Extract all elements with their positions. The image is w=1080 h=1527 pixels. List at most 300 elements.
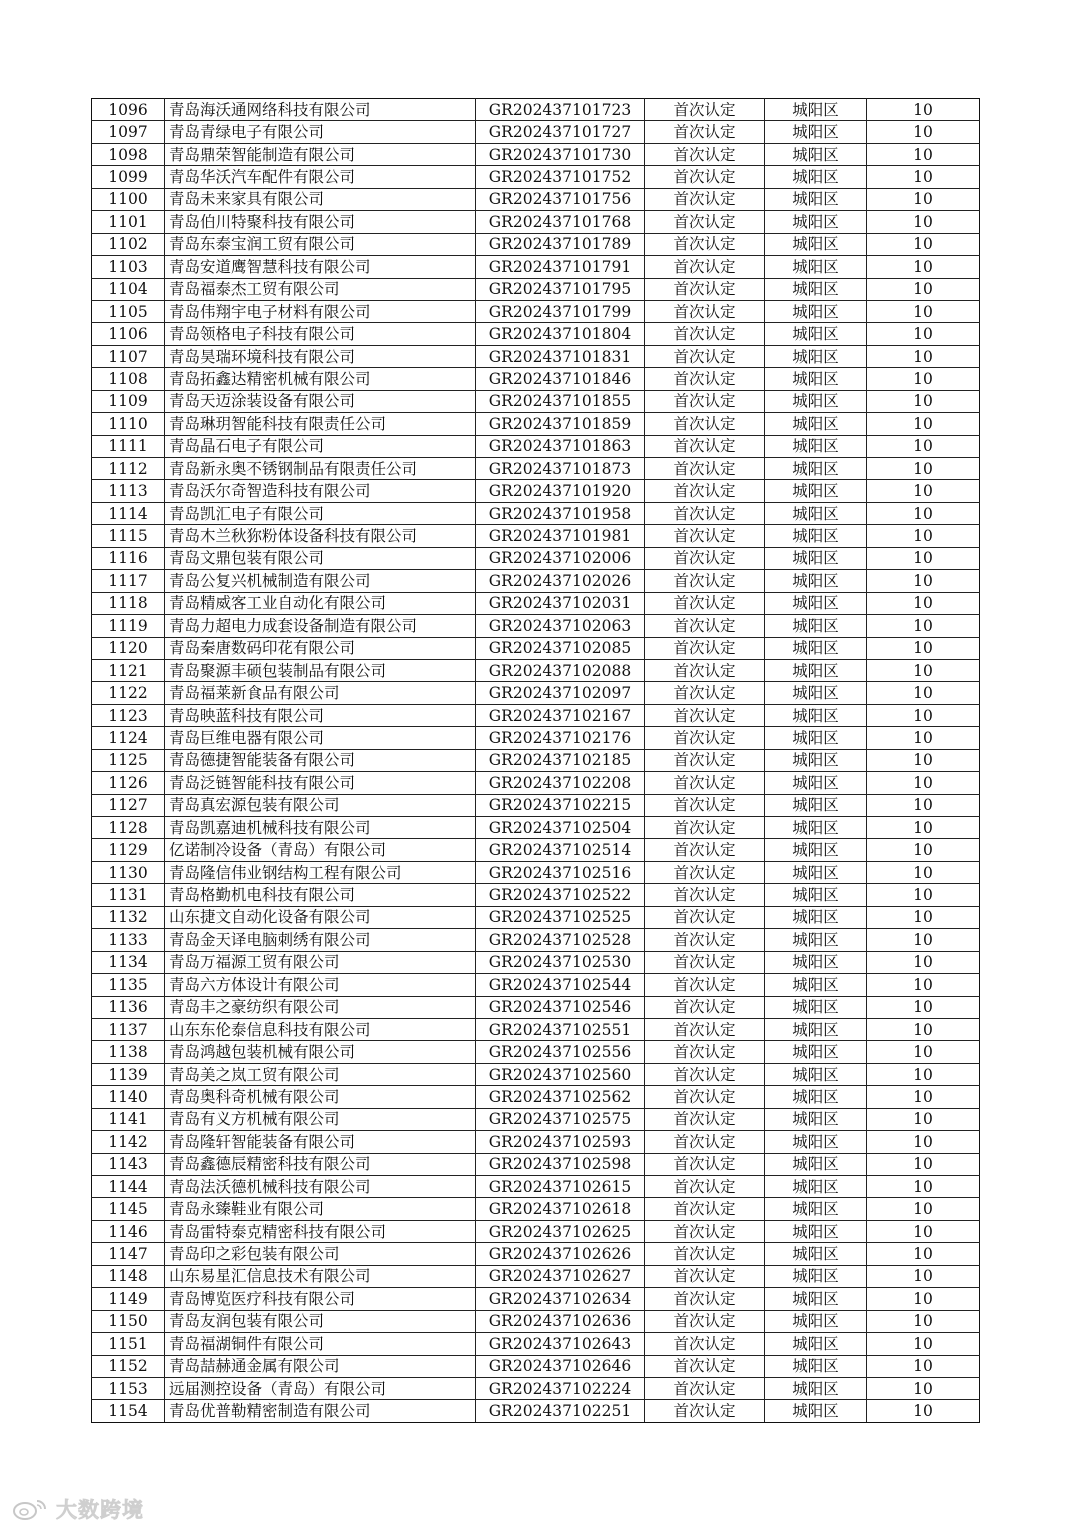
company-name: 青岛博览医疗科技有限公司 (165, 1288, 476, 1310)
company-name: 青岛六方体设计有限公司 (165, 974, 476, 996)
district: 城阳区 (765, 368, 867, 390)
company-name: 青岛福莱新食品有限公司 (165, 682, 476, 704)
district: 城阳区 (765, 1176, 867, 1198)
certification-type: 首次认定 (645, 1063, 765, 1085)
row-number: 1102 (92, 233, 165, 255)
company-name: 山东易星汇信息技术有限公司 (165, 1265, 476, 1287)
company-name: 青岛东泰宝润工贸有限公司 (165, 233, 476, 255)
watermark (10, 1495, 144, 1523)
score: 10 (867, 435, 980, 457)
company-name: 青岛友润包装有限公司 (165, 1310, 476, 1332)
row-number: 1117 (92, 570, 165, 592)
score: 10 (867, 525, 980, 547)
score: 10 (867, 1041, 980, 1063)
certification-type: 首次认定 (645, 839, 765, 861)
certificate-code: GR202437101920 (476, 480, 645, 502)
district: 城阳区 (765, 996, 867, 1018)
district: 城阳区 (765, 637, 867, 659)
table-row (92, 188, 980, 210)
certificate-code: GR202437102208 (476, 772, 645, 794)
company-name: 青岛法沃德机械科技有限公司 (165, 1176, 476, 1198)
certification-type: 首次认定 (645, 1018, 765, 1040)
company-name: 青岛天迈涂装设备有限公司 (165, 390, 476, 412)
table-row (92, 390, 980, 412)
certificate-code: GR202437102026 (476, 570, 645, 592)
table-row (92, 682, 980, 704)
score: 10 (867, 1063, 980, 1085)
row-number: 1149 (92, 1288, 165, 1310)
score: 10 (867, 323, 980, 345)
certificate-code: GR202437102167 (476, 704, 645, 726)
company-name: 青岛鼎荣智能制造有限公司 (165, 143, 476, 165)
company-name: 青岛福泰杰工贸有限公司 (165, 278, 476, 300)
table-row (92, 1086, 980, 1108)
company-name: 青岛晶石电子有限公司 (165, 435, 476, 457)
row-number: 1148 (92, 1265, 165, 1287)
table-row (92, 1355, 980, 1377)
company-name: 青岛新永奥不锈钢制品有限责任公司 (165, 458, 476, 480)
district: 城阳区 (765, 1377, 867, 1399)
row-number: 1119 (92, 615, 165, 637)
score: 10 (867, 278, 980, 300)
score: 10 (867, 143, 980, 165)
certification-type: 首次认定 (645, 166, 765, 188)
certificate-code: GR202437102562 (476, 1086, 645, 1108)
company-name: 青岛德捷智能装备有限公司 (165, 749, 476, 771)
certificate-code: GR202437102530 (476, 951, 645, 973)
score: 10 (867, 570, 980, 592)
row-number: 1146 (92, 1220, 165, 1242)
table-row (92, 817, 980, 839)
certification-type: 首次认定 (645, 1333, 765, 1355)
company-name: 青岛鑫德辰精密科技有限公司 (165, 1153, 476, 1175)
district: 城阳区 (765, 772, 867, 794)
table-row (92, 794, 980, 816)
table-row (92, 659, 980, 681)
table-row (92, 413, 980, 435)
certificate-code: GR202437102551 (476, 1018, 645, 1040)
score: 10 (867, 233, 980, 255)
score: 10 (867, 1288, 980, 1310)
row-number: 1113 (92, 480, 165, 502)
district: 城阳区 (765, 1063, 867, 1085)
row-number: 1126 (92, 772, 165, 794)
certificate-code: GR202437101981 (476, 525, 645, 547)
district: 城阳区 (765, 458, 867, 480)
row-number: 1139 (92, 1063, 165, 1085)
company-name: 青岛印之彩包装有限公司 (165, 1243, 476, 1265)
certification-type: 首次认定 (645, 1176, 765, 1198)
certificate-code: GR202437101723 (476, 99, 645, 121)
company-name: 青岛琳玥智能科技有限责任公司 (165, 413, 476, 435)
score: 10 (867, 211, 980, 233)
row-number: 1138 (92, 1041, 165, 1063)
company-name: 青岛真宏源包装有限公司 (165, 794, 476, 816)
district: 城阳区 (765, 1086, 867, 1108)
row-number: 1112 (92, 458, 165, 480)
certificate-code: GR202437102626 (476, 1243, 645, 1265)
score: 10 (867, 121, 980, 143)
table-row (92, 1333, 980, 1355)
district: 城阳区 (765, 143, 867, 165)
certificate-code: GR202437102598 (476, 1153, 645, 1175)
table-row (92, 839, 980, 861)
table-body (92, 99, 980, 1423)
certification-type: 首次认定 (645, 637, 765, 659)
score: 10 (867, 1243, 980, 1265)
certification-type: 首次认定 (645, 1108, 765, 1130)
row-number: 1122 (92, 682, 165, 704)
certificate-code: GR202437101804 (476, 323, 645, 345)
district: 城阳区 (765, 390, 867, 412)
certificate-code: GR202437101855 (476, 390, 645, 412)
certification-type: 首次认定 (645, 772, 765, 794)
company-name: 青岛力超电力成套设备制造有限公司 (165, 615, 476, 637)
certificate-code: GR202437102646 (476, 1355, 645, 1377)
row-number: 1150 (92, 1310, 165, 1332)
certification-type: 首次认定 (645, 1377, 765, 1399)
score: 10 (867, 974, 980, 996)
company-name: 山东东伦泰信息科技有限公司 (165, 1018, 476, 1040)
certificate-code: GR202437102088 (476, 659, 645, 681)
district: 城阳区 (765, 1400, 867, 1422)
certificate-code: GR202437101756 (476, 188, 645, 210)
certification-type: 首次认定 (645, 794, 765, 816)
certificate-code: GR202437102224 (476, 1377, 645, 1399)
score: 10 (867, 794, 980, 816)
table-row (92, 772, 980, 794)
score: 10 (867, 592, 980, 614)
company-name: 青岛沃尔奇智造科技有限公司 (165, 480, 476, 502)
row-number: 1103 (92, 256, 165, 278)
certificate-code: GR202437101768 (476, 211, 645, 233)
certificate-code: GR202437101859 (476, 413, 645, 435)
certification-type: 首次认定 (645, 143, 765, 165)
company-name: 青岛福湖铜件有限公司 (165, 1333, 476, 1355)
company-name: 青岛有义方机械有限公司 (165, 1108, 476, 1130)
certification-type: 首次认定 (645, 682, 765, 704)
score: 10 (867, 413, 980, 435)
score: 10 (867, 502, 980, 524)
score: 10 (867, 637, 980, 659)
table-row (92, 1265, 980, 1287)
district: 城阳区 (765, 1108, 867, 1130)
company-name: 青岛青绿电子有限公司 (165, 121, 476, 143)
company-name: 青岛映蓝科技有限公司 (165, 704, 476, 726)
company-name: 青岛木兰秋狝粉体设备科技有限公司 (165, 525, 476, 547)
row-number: 1123 (92, 704, 165, 726)
district: 城阳区 (765, 323, 867, 345)
certification-type: 首次认定 (645, 570, 765, 592)
certificate-code: GR202437102643 (476, 1333, 645, 1355)
company-name: 青岛华沃汽车配件有限公司 (165, 166, 476, 188)
table-row (92, 1288, 980, 1310)
certification-type: 首次认定 (645, 974, 765, 996)
district: 城阳区 (765, 615, 867, 637)
row-number: 1136 (92, 996, 165, 1018)
row-number: 1137 (92, 1018, 165, 1040)
score: 10 (867, 884, 980, 906)
row-number: 1133 (92, 929, 165, 951)
company-name: 青岛拓鑫达精密机械有限公司 (165, 368, 476, 390)
certificate-code: GR202437101795 (476, 278, 645, 300)
table-row (92, 749, 980, 771)
row-number: 1130 (92, 861, 165, 883)
certification-type: 首次认定 (645, 323, 765, 345)
score: 10 (867, 480, 980, 502)
row-number: 1110 (92, 413, 165, 435)
score: 10 (867, 996, 980, 1018)
score: 10 (867, 256, 980, 278)
district: 城阳区 (765, 906, 867, 928)
row-number: 1101 (92, 211, 165, 233)
district: 城阳区 (765, 951, 867, 973)
row-number: 1108 (92, 368, 165, 390)
certificate-code: GR202437101791 (476, 256, 645, 278)
table-row (92, 570, 980, 592)
district: 城阳区 (765, 929, 867, 951)
row-number: 1098 (92, 143, 165, 165)
score: 10 (867, 1086, 980, 1108)
row-number: 1140 (92, 1086, 165, 1108)
certification-type: 首次认定 (645, 1198, 765, 1220)
certification-type: 首次认定 (645, 884, 765, 906)
certification-type: 首次认定 (645, 1288, 765, 1310)
certification-type: 首次认定 (645, 1131, 765, 1153)
certification-type: 首次认定 (645, 861, 765, 883)
certificate-code: GR202437101789 (476, 233, 645, 255)
table-row (92, 300, 980, 322)
score: 10 (867, 1108, 980, 1130)
district: 城阳区 (765, 278, 867, 300)
certification-type: 首次认定 (645, 211, 765, 233)
row-number: 1143 (92, 1153, 165, 1175)
company-list-table (91, 98, 980, 1423)
district: 城阳区 (765, 99, 867, 121)
row-number: 1115 (92, 525, 165, 547)
company-name: 青岛精威客工业自动化有限公司 (165, 592, 476, 614)
certificate-code: GR202437102615 (476, 1176, 645, 1198)
district: 城阳区 (765, 1220, 867, 1242)
company-name: 青岛优普勒精密制造有限公司 (165, 1400, 476, 1422)
score: 10 (867, 615, 980, 637)
score: 10 (867, 772, 980, 794)
row-number: 1128 (92, 817, 165, 839)
score: 10 (867, 300, 980, 322)
certification-type: 首次认定 (645, 413, 765, 435)
certificate-code: GR202437101863 (476, 435, 645, 457)
company-name: 青岛聚源丰硕包装制品有限公司 (165, 659, 476, 681)
row-number: 1153 (92, 1377, 165, 1399)
certificate-code: GR202437102556 (476, 1041, 645, 1063)
company-name: 青岛安道鹰智慧科技有限公司 (165, 256, 476, 278)
table-row (92, 323, 980, 345)
table-row (92, 1220, 980, 1242)
district: 城阳区 (765, 1041, 867, 1063)
district: 城阳区 (765, 1310, 867, 1332)
row-number: 1111 (92, 435, 165, 457)
certificate-code: GR202437102251 (476, 1400, 645, 1422)
company-name: 青岛公复兴机械制造有限公司 (165, 570, 476, 592)
row-number: 1152 (92, 1355, 165, 1377)
table-row (92, 929, 980, 951)
score: 10 (867, 1355, 980, 1377)
certification-type: 首次认定 (645, 1086, 765, 1108)
row-number: 1151 (92, 1333, 165, 1355)
district: 城阳区 (765, 682, 867, 704)
table-row (92, 143, 980, 165)
score: 10 (867, 1400, 980, 1422)
district: 城阳区 (765, 592, 867, 614)
table-row (92, 435, 980, 457)
table-row (92, 727, 980, 749)
score: 10 (867, 1310, 980, 1332)
company-name: 青岛雷特泰克精密科技有限公司 (165, 1220, 476, 1242)
table-row (92, 996, 980, 1018)
certificate-code: GR202437102618 (476, 1198, 645, 1220)
district: 城阳区 (765, 502, 867, 524)
certification-type: 首次认定 (645, 592, 765, 614)
score: 10 (867, 929, 980, 951)
score: 10 (867, 704, 980, 726)
certification-type: 首次认定 (645, 99, 765, 121)
company-name: 青岛泛链智能科技有限公司 (165, 772, 476, 794)
district: 城阳区 (765, 884, 867, 906)
company-name: 青岛伟翔宇电子材料有限公司 (165, 300, 476, 322)
score: 10 (867, 839, 980, 861)
district: 城阳区 (765, 1243, 867, 1265)
certification-type: 首次认定 (645, 749, 765, 771)
certificate-code: GR202437102593 (476, 1131, 645, 1153)
company-name: 青岛伯川特聚科技有限公司 (165, 211, 476, 233)
score: 10 (867, 390, 980, 412)
company-name: 青岛丰之豪纺织有限公司 (165, 996, 476, 1018)
table-row (92, 256, 980, 278)
district: 城阳区 (765, 435, 867, 457)
row-number: 1105 (92, 300, 165, 322)
company-name: 青岛金天译电脑刺绣有限公司 (165, 929, 476, 951)
row-number: 1097 (92, 121, 165, 143)
score: 10 (867, 547, 980, 569)
score: 10 (867, 1265, 980, 1287)
district: 城阳区 (765, 480, 867, 502)
row-number: 1144 (92, 1176, 165, 1198)
certification-type: 首次认定 (645, 278, 765, 300)
certificate-code: GR202437102516 (476, 861, 645, 883)
certificate-code: GR202437102514 (476, 839, 645, 861)
certification-type: 首次认定 (645, 1153, 765, 1175)
table-row (92, 1153, 980, 1175)
company-name: 青岛凯嘉迪机械科技有限公司 (165, 817, 476, 839)
certification-type: 首次认定 (645, 704, 765, 726)
score: 10 (867, 1018, 980, 1040)
table-row (92, 1377, 980, 1399)
row-number: 1154 (92, 1400, 165, 1422)
certification-type: 首次认定 (645, 458, 765, 480)
table-row (92, 1063, 980, 1085)
row-number: 1135 (92, 974, 165, 996)
row-number: 1114 (92, 502, 165, 524)
certificate-code: GR202437102176 (476, 727, 645, 749)
row-number: 1129 (92, 839, 165, 861)
company-name: 青岛永臻鞋业有限公司 (165, 1198, 476, 1220)
certification-type: 首次认定 (645, 345, 765, 367)
district: 城阳区 (765, 659, 867, 681)
certificate-code: GR202437101730 (476, 143, 645, 165)
certification-type: 首次认定 (645, 480, 765, 502)
district: 城阳区 (765, 1131, 867, 1153)
certification-type: 首次认定 (645, 121, 765, 143)
table-row (92, 861, 980, 883)
certificate-code: GR202437102625 (476, 1220, 645, 1242)
table-row (92, 951, 980, 973)
row-number: 1120 (92, 637, 165, 659)
certificate-code: GR202437102634 (476, 1288, 645, 1310)
score: 10 (867, 1220, 980, 1242)
certification-type: 首次认定 (645, 188, 765, 210)
company-name: 青岛秦唐数码印花有限公司 (165, 637, 476, 659)
district: 城阳区 (765, 300, 867, 322)
certification-type: 首次认定 (645, 1310, 765, 1332)
certification-type: 首次认定 (645, 1400, 765, 1422)
row-number: 1124 (92, 727, 165, 749)
certificate-code: GR202437102097 (476, 682, 645, 704)
district: 城阳区 (765, 570, 867, 592)
table-row (92, 615, 980, 637)
company-name: 青岛喆赫通金属有限公司 (165, 1355, 476, 1377)
company-name: 青岛文鼎包装有限公司 (165, 547, 476, 569)
table-row (92, 502, 980, 524)
certificate-code: GR202437101752 (476, 166, 645, 188)
district: 城阳区 (765, 1018, 867, 1040)
row-number: 1104 (92, 278, 165, 300)
table-row (92, 592, 980, 614)
certificate-code: GR202437101873 (476, 458, 645, 480)
district: 城阳区 (765, 1333, 867, 1355)
score: 10 (867, 951, 980, 973)
certificate-code: GR202437101799 (476, 300, 645, 322)
district: 城阳区 (765, 1288, 867, 1310)
certificate-code: GR202437102185 (476, 749, 645, 771)
table-row (92, 974, 980, 996)
certification-type: 首次认定 (645, 951, 765, 973)
score: 10 (867, 1377, 980, 1399)
company-name: 青岛奥科奇机械有限公司 (165, 1086, 476, 1108)
certificate-code: GR202437101831 (476, 345, 645, 367)
row-number: 1132 (92, 906, 165, 928)
table-row (92, 1018, 980, 1040)
table-row (92, 884, 980, 906)
table-row (92, 278, 980, 300)
score: 10 (867, 659, 980, 681)
table-row (92, 704, 980, 726)
row-number: 1127 (92, 794, 165, 816)
certificate-code: GR202437102544 (476, 974, 645, 996)
district: 城阳区 (765, 211, 867, 233)
row-number: 1118 (92, 592, 165, 614)
certificate-code: GR202437102085 (476, 637, 645, 659)
district: 城阳区 (765, 749, 867, 771)
certificate-code: GR202437102215 (476, 794, 645, 816)
district: 城阳区 (765, 166, 867, 188)
company-name: 青岛海沃通网络科技有限公司 (165, 99, 476, 121)
score: 10 (867, 99, 980, 121)
company-name: 远届测控设备（青岛）有限公司 (165, 1377, 476, 1399)
row-number: 1141 (92, 1108, 165, 1130)
table-row (92, 637, 980, 659)
table-row (92, 1400, 980, 1422)
district: 城阳区 (765, 1355, 867, 1377)
